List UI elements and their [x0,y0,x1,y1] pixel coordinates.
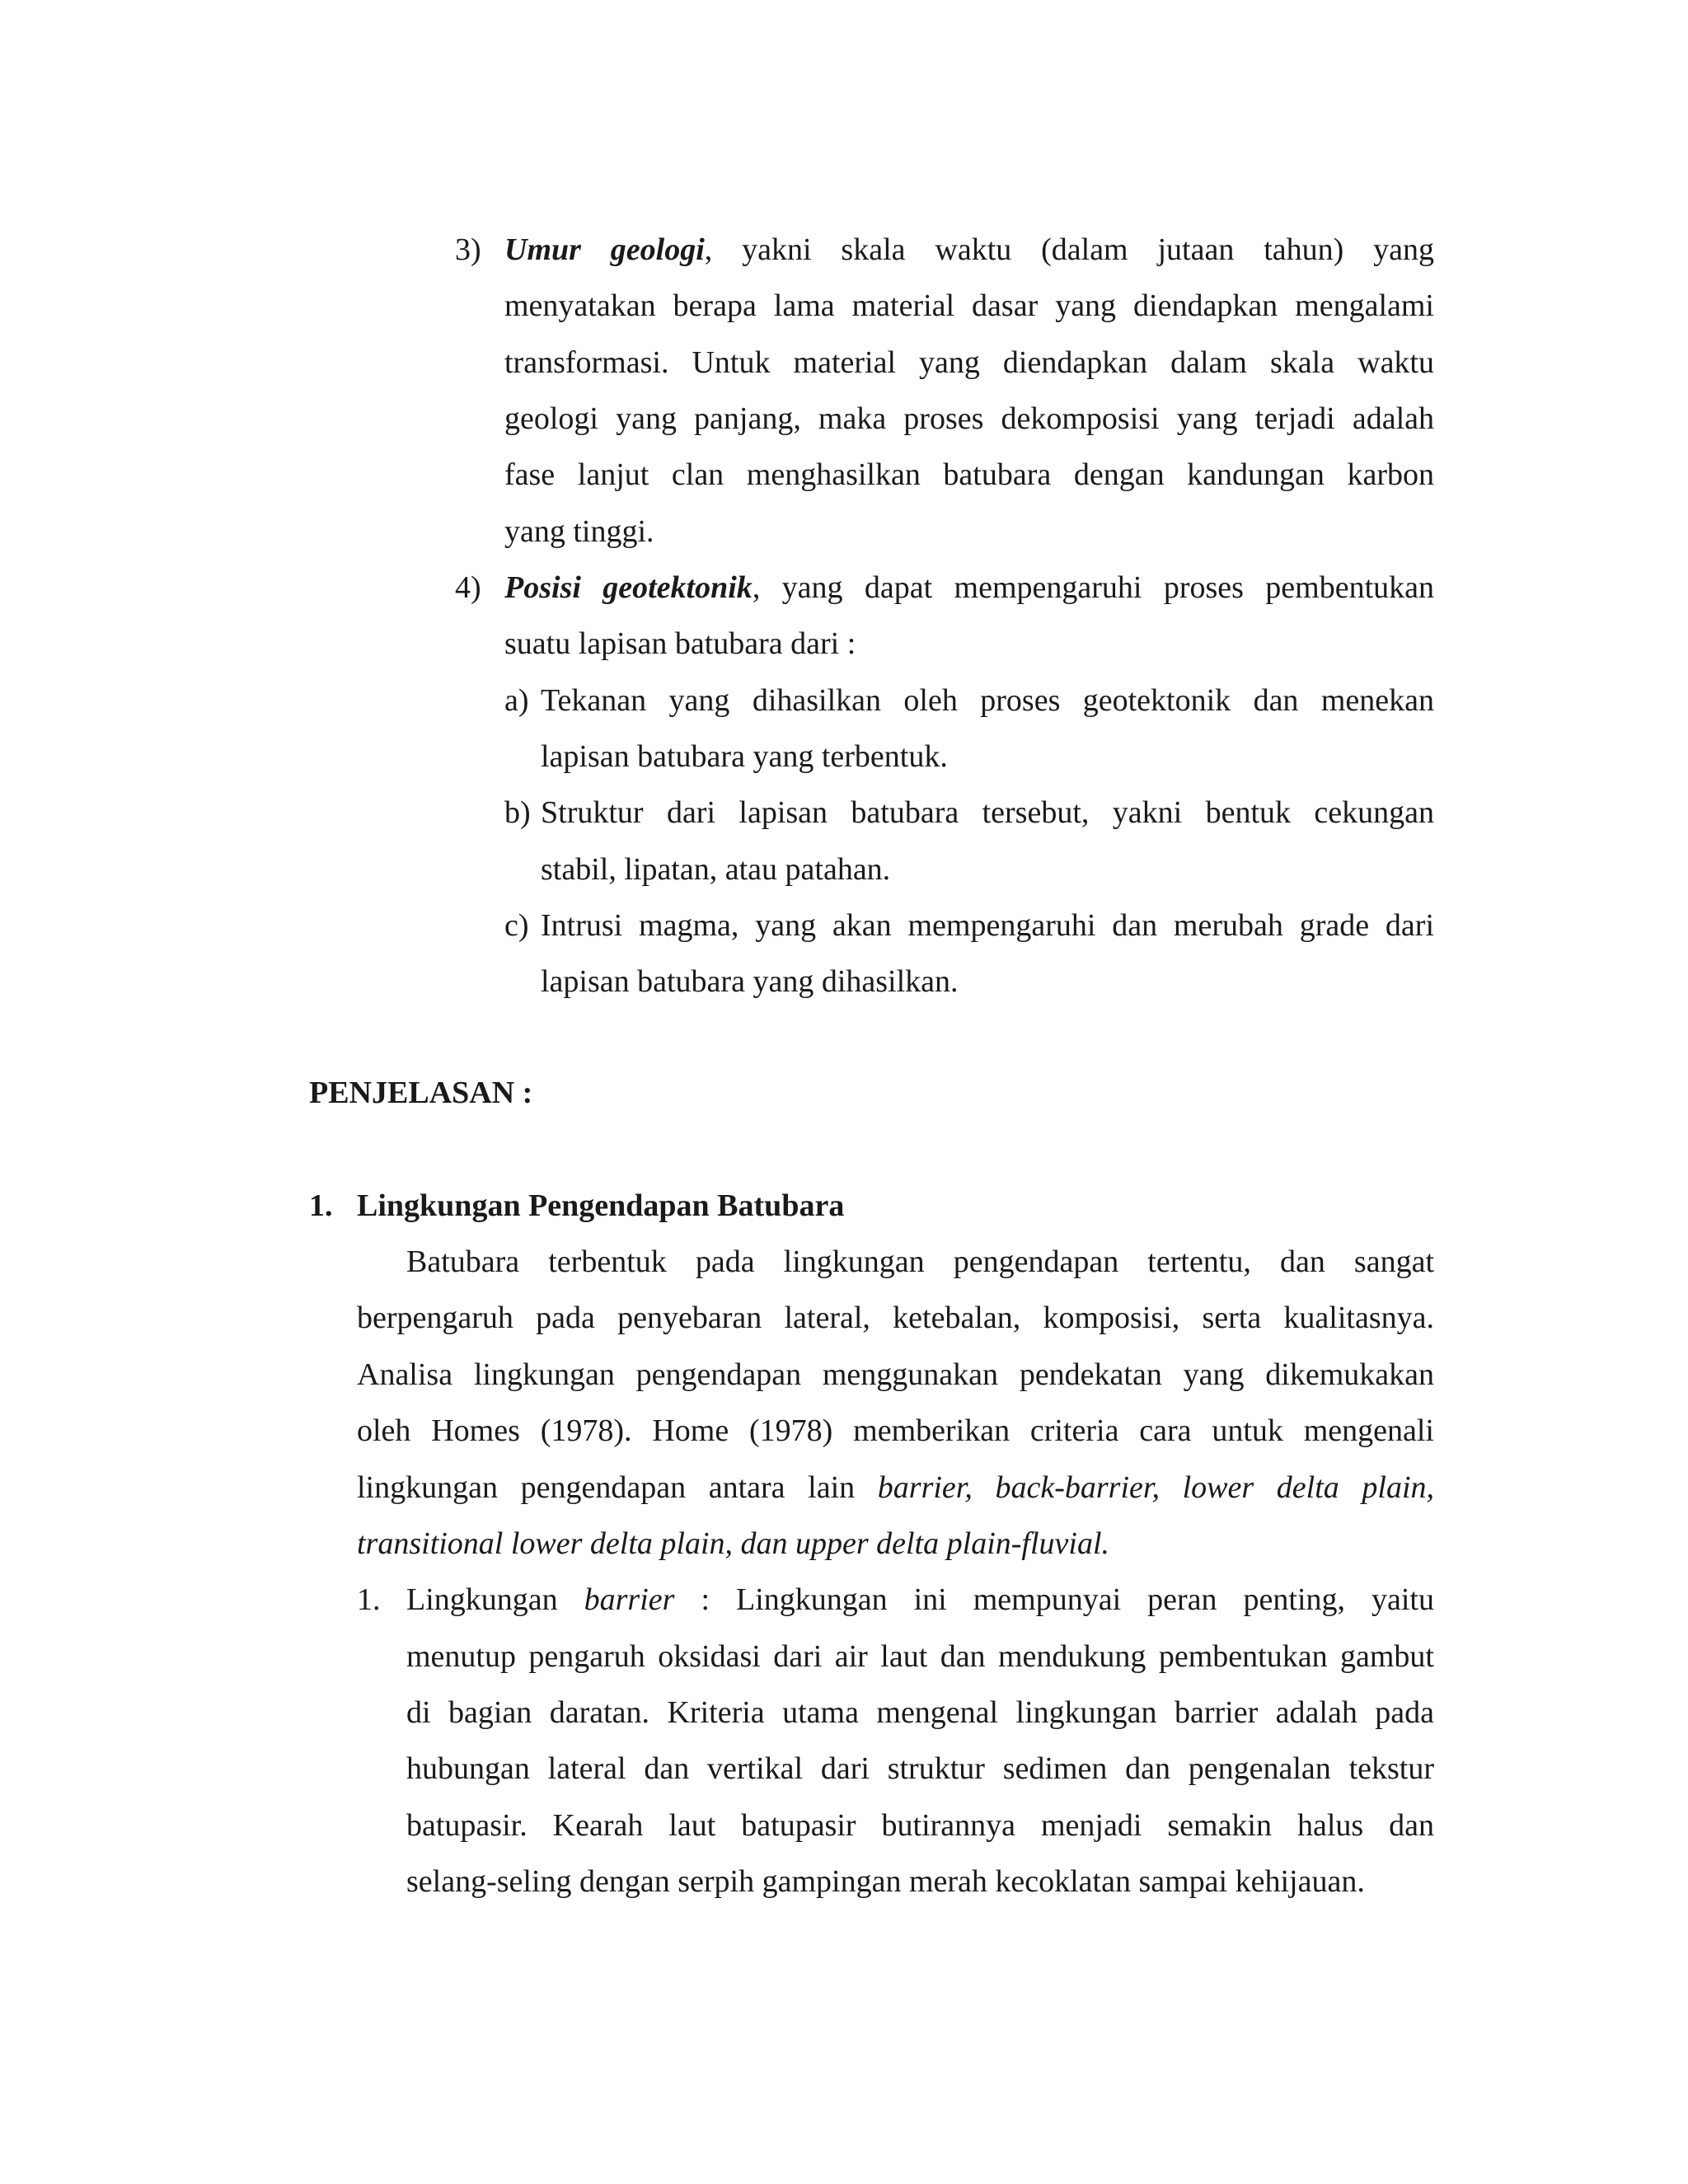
sublist-line4: hubungan lateral dan vertikal dari struktur sedimen dan pengenalan tekstur [406,1751,1434,1786]
sublist-number-1: 1. [357,1582,381,1617]
item3-line3: transformasi. Untuk material yang diendapkan dalam skala waktu [504,345,1434,380]
item3-line5: fase lanjut clan menghasilkan batubara dengan kandungan karbon [504,457,1434,492]
item3-line1-rest: , yakni skala waktu (dalam jutaan tahun) yang [704,232,1434,267]
subitem-label-a: a) [504,683,529,718]
item3-line2: menyatakan berapa lama material dasar yang diendapkan mengalami [504,288,1434,323]
para-line3: Analisa lingkungan pengendapan menggunakan pendekatan yang dikemukakan [357,1357,1434,1392]
para-line5-normal: lingkungan pengendapan antara lain [357,1470,856,1505]
item3-line6: yang tinggi. [504,514,654,549]
subitem-b-line1: Struktur dari lapisan batubara tersebut, yakni bentuk cekungan [541,795,1434,830]
list-number-3: 3) [455,232,481,267]
item4-line2: suatu lapisan batubara dari : [504,626,856,661]
item4-line1-rest: , yang dapat mempengaruhi proses pembentukan [752,570,1434,605]
sublist-line1 [406,1577,1434,1623]
sublist-line2: menutup pengaruh oksidasi dari air laut dan mendukung pembentukan gambut [406,1639,1434,1674]
item3-line4: geologi yang panjang, maka proses dekomposisi yang terjadi adalah [504,401,1434,436]
subitem-label-b: b) [504,795,531,830]
subitem-b-line2: stabil, lipatan, atau patahan. [541,852,891,887]
item3-line1 [504,227,1434,273]
sublist-line1-post: : Lingkungan ini mempunyai peran penting, yaitu [701,1582,1434,1617]
sublist-line1-pre: Lingkungan [406,1582,558,1617]
subitem-a-line1: Tekanan yang dihasilkan oleh proses geotektonik dan menekan [541,683,1434,718]
para-line1: Batubara terbentuk pada lingkungan pengendapan tertentu, dan sangat [406,1244,1434,1279]
term-barrier: barrier [584,1582,675,1617]
sublist-line3: di bagian daratan. Kriteria utama mengenal lingkungan barrier adalah pada [406,1695,1434,1730]
para-line4: oleh Homes (1978). Home (1978) memberikan criteria cara untuk mengenali [357,1413,1434,1448]
sublist-line6: selang-seling dengan serpih gampingan merah kecoklatan sampai kehijauan. [406,1864,1365,1899]
para-line6: transitional lower delta plain, dan upper delta plain-fluvial. [357,1526,1110,1561]
para-line5-italic: barrier, back-barrier, lower delta plain, [877,1470,1434,1505]
para-line2: berpengaruh pada penyebaran lateral, ketebalan, komposisi, serta kualitasnya. [357,1301,1434,1335]
subsection-title: Lingkungan Pengendapan Batubara [357,1188,845,1223]
section-heading: PENJELASAN : [309,1076,533,1110]
para-line5 [357,1465,1434,1511]
sublist-line5: batupasir. Kearah laut batupasir butirannya menjadi semakin halus dan [406,1808,1434,1843]
subsection-number: 1. [309,1188,333,1223]
subitem-c-line2: lapisan batubara yang dihasilkan. [541,964,959,999]
item4-line1 [504,565,1434,611]
list-number-4: 4) [455,570,481,605]
subitem-a-line2: lapisan batubara yang terbentuk. [541,739,948,774]
subitem-label-c: c) [504,908,529,943]
subitem-c-line1: Intrusi magma, yang akan mempengaruhi dan merubah grade dari [541,908,1434,943]
term-posisi-geotektonik: Posisi geotektonik [504,570,753,605]
term-umur-geologi: Umur geologi [504,232,705,267]
